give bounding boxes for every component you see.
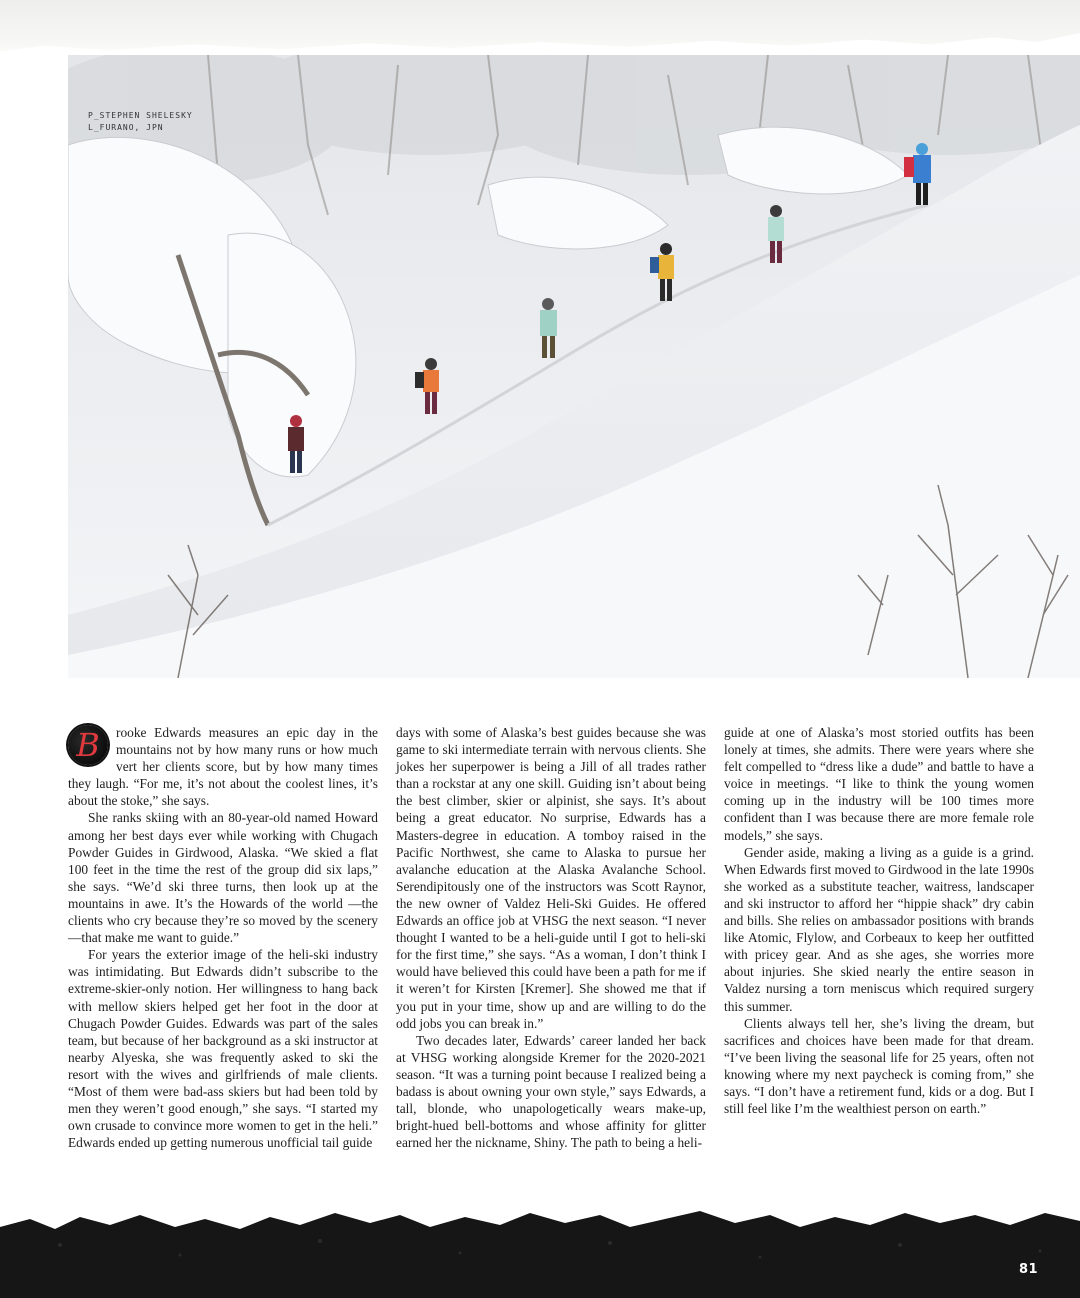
article-paragraph: Two decades later, Edwards’ career landed her back at VHSG working alongside Kremer for the 2020-2021 season. “It was a turning point because I realized being a badass is about owning your own style,” says Edwards, a tall, blonde, who unapologetically wears make-up, bright-hued bell-bottoms and whose affinity for glitter earned her the nickname, Shiny. The path to being a heli- [396, 1032, 706, 1151]
photo-credit-photographer: P_STEPHEN SHELESKY [88, 111, 193, 120]
article-paragraph [68, 724, 378, 809]
article-paragraph: days with some of Alaska’s best guides because she was game to ski intermediate terrain with nervous clients. She jokes her superpower is being a Jill of all trades rather than a rockstar at any one skill. Guiding isn’t about being the best climber, skier or alpinist, she says. It’s about being a great educator. No surprise, Edwards has a Masters-degree in education. A tomboy raised in the Pacific Northwest, she came to Alaska to pursue her avalanche education at the Alaska Avalanche School. Serendipitously one of the instructors was Scott Raynor, the new owner of Valdez Heli-Ski Guides. He offered Edwards an office job at VHSG the next season. “I never thought I wanted to be a heli-guide until I got to heli-ski for the first time,” she says. “As a woman, I don’t think I would have believed this could have been a path for me if it weren’t for Kirsten [Kremer]. She showed me that if you put in your time, show up and are willing to do the odd jobs you can break in.” [396, 725, 706, 1031]
photo-credit-location: L_FURANO, JPN [88, 123, 164, 132]
article-column-2 [396, 724, 706, 1151]
photo-credit [88, 110, 193, 134]
torn-paper-bottom-band [0, 1205, 1080, 1298]
hero-photo [68, 55, 1080, 678]
article-paragraph: She ranks skiing with an 80-year-old named Howard among her best days ever while working with Chugach Powder Guides in Girdwood, Alaska. “We skied a flat 100 feet in the time the rest of the group did six laps,” she says. “We’d ski three turns, then look up at the mountains in awe. It’s the Howards of the world —the clients who cry because they’re so moved by the scenery—that make me want to guide.” [68, 810, 378, 946]
page-number: 81 [1019, 1262, 1039, 1277]
article-paragraph: Gender aside, making a living as a guide is a grind. When Edwards first moved to Girdwood in the late 1990s she worked as a substitute teacher, waitress, landscaper and ski instructor to afford her “hippie shack” dry cabin and bills. She relies on ambassador positions with brands like Atomic, Flylow, and Corbeaux to keep her outfitted with pricey gear. And as she ages, she worries more about injuries. She skied nearly the entire season in Valdez nursing a torn meniscus which required surgery this summer. [724, 844, 1034, 1014]
article-paragraph: Clients always tell her, she’s living the dream, but sacrifices and choices have been made for that dream. “I’ve been living the seasonal life for 25 years, often not knowing where my next paycheck is coming from,” she says. “I don’t have a retirement fund, kids or a dog. But I still feel like I’m the wealthiest person on earth.” [724, 1015, 1034, 1117]
article-column-3 [724, 724, 1034, 1117]
article-paragraph: guide at one of Alaska’s most storied outfits has been lonely at times, she admits. There were years where she felt compelled to “dress like a dude” and battle to have a voice in meetings. “I like to think the young women coming up in the industry will be 100 times more confident than I was because there are more female role models,” she says. [724, 725, 1034, 843]
drop-cap: B [68, 725, 108, 765]
paragraph-text: rooke Edwards measures an epic day in the mountains not by how many runs or how much vert her clients score, but by how many times they laugh. “For me, it’s not about the coolest lines, it’s about the stoke,” she says. [68, 725, 378, 809]
torn-paper-top-edge [0, 0, 1080, 60]
snow-slope-skiers-illustration [68, 55, 1080, 678]
article-paragraph: For years the exterior image of the heli-ski industry was intimidating. But Edwards didn’t subscribe to the extreme-skier-only notion. Her willingness to hang back with mellow skiers helped get her foot in the door at Chugach Powder Guides. Edwards was part of the sales team, but because of her background as a ski instructor at nearby Alyeska, she was frequently asked to ski the resort with the wives and girlfriends of male clients. “Most of them were bad-ass skiers but had been told by men they weren’t good enough,” she says. “I started my own crusade to convince more women to get in the heli.” Edwards ended up getting numerous unofficial tail guide [68, 947, 378, 1151]
article-column-1 [68, 724, 378, 1151]
